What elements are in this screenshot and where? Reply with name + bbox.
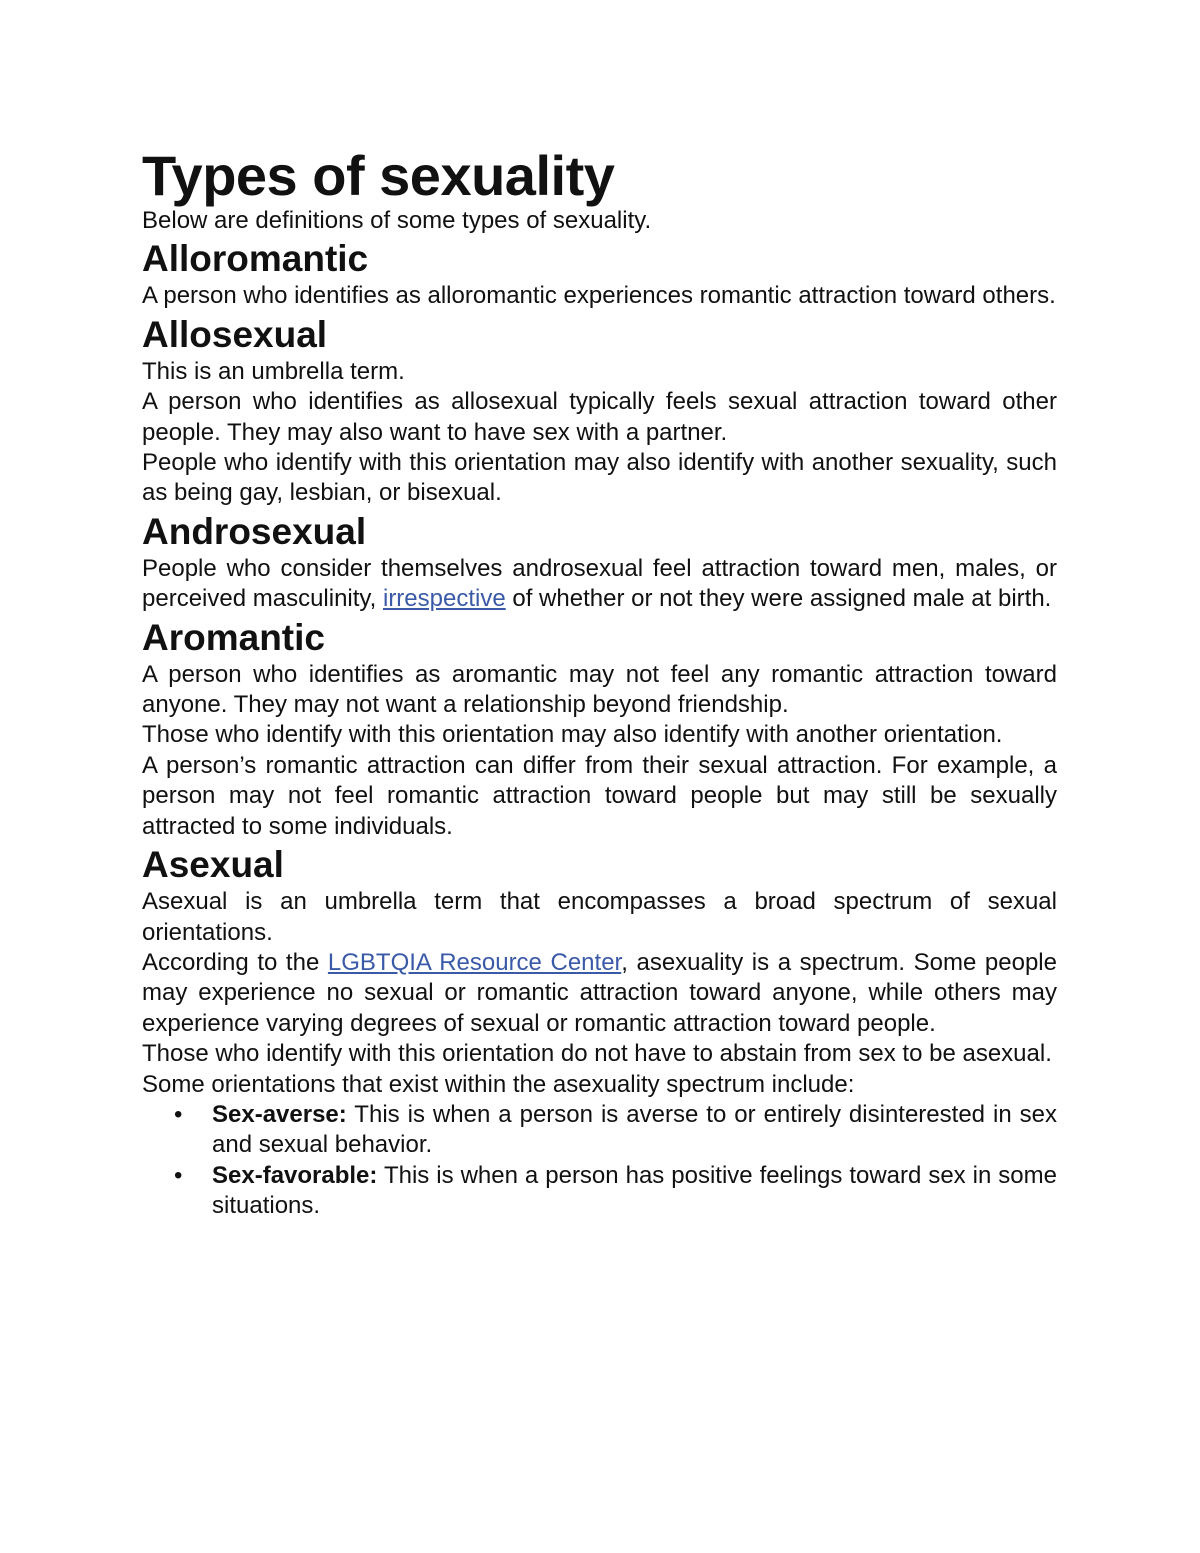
- text: of whether or not they were assigned male at birth.: [505, 585, 1052, 613]
- heading-asexual: Asexual: [142, 844, 284, 886]
- bullet-icon: •: [174, 1100, 183, 1128]
- term: Sex-favorable:: [212, 1161, 378, 1189]
- term: Sex-averse:: [212, 1100, 347, 1128]
- heading-androsexual: Androsexual: [142, 510, 367, 552]
- paragraph: A person who identifies as allosexual typically feels sexual attraction toward other people. They may also want to have sex with a partner.: [142, 388, 1057, 446]
- irrespective-link[interactable]: irrespective: [382, 585, 506, 613]
- heading-alloromantic: Alloromantic: [142, 238, 369, 280]
- paragraph: Asexual is an umbrella term that encompasses a broad spectrum of sexual orientations.: [142, 888, 1057, 946]
- paragraph: Some orientations that exist within the asexuality spectrum include:: [142, 1070, 855, 1098]
- paragraph: [142, 948, 1057, 1039]
- heading-aromantic: Aromantic: [142, 616, 325, 658]
- bullet-icon: •: [174, 1161, 183, 1189]
- paragraph: People who identify with this orientation may also identify with another sexuality, such as being gay, lesbian, or bisexual.: [142, 449, 1057, 507]
- heading-allosexual: Allosexual: [142, 313, 328, 355]
- document-page: [142, 145, 1057, 1222]
- text: , asexuality is a spectrum. Some people may experience no sexual or romantic attraction toward anyone, while others may experience varying degrees of sexual or romantic attraction toward people.: [142, 948, 1057, 1037]
- text: People who consider themselves androsexual feel attraction toward men, males, or perceived masculinity,: [142, 554, 1057, 613]
- paragraph: A person who identifies as alloromantic experiences romantic attraction toward others.: [142, 282, 1056, 310]
- lgbtqia-resource-center-link[interactable]: LGBTQIA Resource Center: [327, 948, 622, 976]
- paragraph: A person’s romantic attraction can differ from their sexual attraction. For example, a person may not feel romantic attraction toward people but may still be sexually attracted to some individuals.: [142, 751, 1057, 840]
- intro-text: Below are definitions of some types of sexuality.: [142, 207, 652, 234]
- paragraph: A person who identifies as aromantic may not feel any romantic attraction toward anyone. They may not want a relationship beyond friendship.: [142, 660, 1057, 719]
- list-item: [142, 1161, 1057, 1222]
- page-title: Types of sexuality: [142, 144, 615, 207]
- paragraph: [142, 554, 1057, 615]
- paragraph: This is an umbrella term.: [142, 357, 405, 385]
- definition: This is when a person is averse to or entirely disinterested in sex and sexual behavior.: [212, 1100, 1057, 1159]
- asexual-spectrum-list: [142, 1100, 1057, 1222]
- text: According to the: [142, 948, 328, 976]
- definition: This is when a person has positive feelings toward sex in some situations.: [212, 1161, 1057, 1220]
- list-item: [142, 1100, 1057, 1161]
- paragraph: Those who identify with this orientation do not have to abstain from sex to be asexual.: [142, 1040, 1052, 1068]
- paragraph: Those who identify with this orientation may also identify with another orientation.: [142, 721, 1003, 749]
